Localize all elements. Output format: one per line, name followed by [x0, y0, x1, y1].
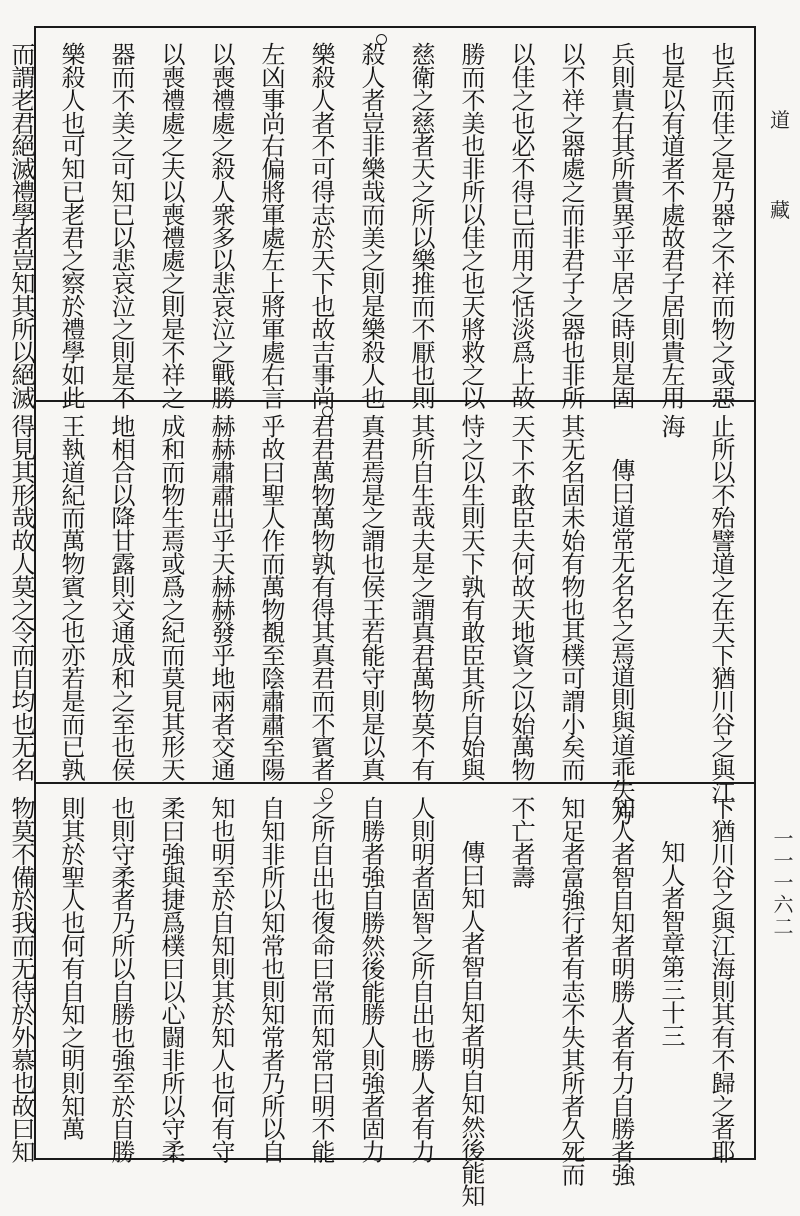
text-column: 自知非所以知常也則知常者乃所以自	[257, 796, 285, 1163]
text-column: 則其於聖人也何有自知之明則知萬	[57, 796, 85, 1140]
text-column: 殺人者豈非樂哉而美之則是樂殺人也	[357, 42, 385, 409]
text-column: 下猶川谷之與江海則其有不歸之者耶	[707, 796, 735, 1163]
text-column: 勝而不美也非所以佳之也天將救之以	[457, 42, 485, 409]
text-column: 左凶事尚右偏將軍處左上將軍處右言	[257, 42, 285, 409]
text-column: 真君焉是之謂也侯王若能守則是以真	[357, 414, 385, 781]
text-column: 以喪禮處之夫以喪禮處之則是不祥之	[157, 42, 185, 409]
text-column: 恃之以生則天下孰有敢臣其所自始與	[457, 414, 485, 781]
panel-bottom	[7, 782, 754, 1207]
text-column: 其无名固未始有物也其樸可謂小矣而	[557, 414, 585, 781]
text-columns	[7, 796, 746, 1207]
text-column: 知也明至於自知則其於知人也何有守	[207, 796, 235, 1163]
text-column: 其所自生哉夫是之謂真君萬物莫不有	[407, 414, 435, 781]
text-column: 也兵而佳之是乃器之不祥而物之或惡	[707, 42, 735, 409]
text-column: 兵則貴右其所貴異乎平居之時則是固	[607, 42, 635, 409]
text-column: 王執道紀而萬物賓之也亦若是而已孰	[57, 414, 85, 781]
text-column: 人則明者固智之所自出也勝人者有力	[407, 796, 435, 1163]
text-column: 傳曰道常无名名之焉道則與道乖失方	[607, 458, 635, 825]
text-column: 傳曰知人者智自知者明自知然後能知	[457, 840, 485, 1207]
text-column: 止所以不殆譬道之在天下猶川谷之與江	[707, 414, 735, 804]
text-columns	[7, 42, 746, 409]
text-column: 以不祥之器處之而非君子之器也非所	[557, 42, 585, 409]
margin-label-zang: 藏	[770, 198, 790, 222]
text-column: 樂殺人者不可得志於天下也故吉事尚	[307, 42, 335, 409]
text-column: 樂殺人也可知已老君之察於禮學如此	[57, 42, 85, 409]
chapter-heading: 知人者智章第三十三	[657, 840, 685, 1047]
text-column: 以佳之也必不得已而用之恬淡爲上故	[507, 42, 535, 409]
page-frame	[7, 26, 756, 1207]
text-column: 而謂老君絕滅禮學者豈知其所以絕滅	[7, 42, 35, 409]
text-column: 慈衛之慈者天之所以樂推而不厭也則	[407, 42, 435, 409]
margin-label-dao: 道	[770, 108, 790, 132]
text-column: 知足者富強行者有志不失其所者久死而	[557, 796, 585, 1186]
text-column: 器而不美之可知已以悲哀泣之則是不	[107, 42, 135, 409]
text-column: 之所自出也復命曰常而知常曰明不能	[307, 796, 335, 1163]
text-columns	[7, 414, 746, 825]
text-column: 自勝者強自勝然後能勝人則強者固力	[357, 796, 385, 1163]
text-column: 成和而物生焉或爲之紀而莫見其形天	[157, 414, 185, 781]
text-column: 赫赫肅肅出乎天赫赫發乎地兩者交通	[207, 414, 235, 781]
text-column: 乎故曰聖人作而萬物覩至陰肅肅至陽	[257, 414, 285, 781]
text-column: 天下不敢臣夫何故天地資之以始萬物	[507, 414, 535, 781]
text-column: 也是以有道者不處故君子居則貴左用	[657, 42, 685, 409]
text-column: 不亡者壽	[507, 796, 535, 888]
panel-top	[7, 28, 754, 409]
text-column: 地相合以降甘露則交通成和之至也侯	[107, 414, 135, 781]
text-column: 也則守柔者乃所以自勝也強至於自勝	[107, 796, 135, 1163]
text-column: 得見其形哉故人莫之令而自均也无名	[7, 414, 35, 781]
text-column: 物莫不備於我而无待於外慕也故曰知	[7, 796, 35, 1163]
text-column: 海	[657, 414, 685, 437]
text-column: 君君萬物萬物孰有得其真君而不賓者	[307, 414, 335, 781]
text-column: 柔曰強與捷爲樸曰以心闘非所以守柔	[157, 796, 185, 1163]
text-column: 知人者智自知者明勝人者有力自勝者強	[607, 796, 635, 1186]
panel-middle	[7, 400, 754, 825]
text-column: 以喪禮處之殺人衆多以悲哀泣之戰勝	[207, 42, 235, 409]
page-number: 一一一六二	[770, 828, 794, 938]
